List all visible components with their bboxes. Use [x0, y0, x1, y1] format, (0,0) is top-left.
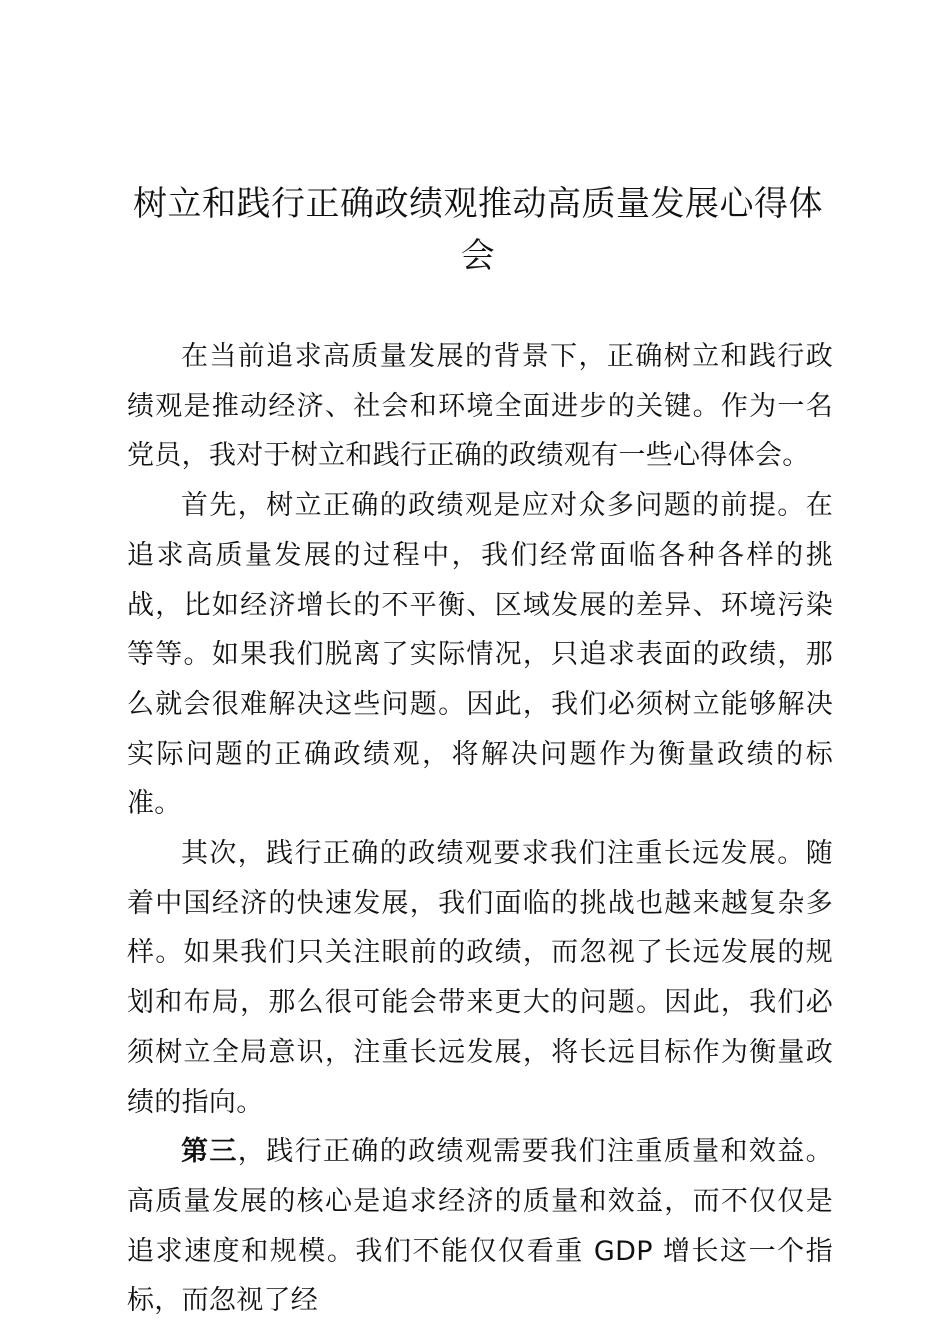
paragraph-2-text: 首先，树立正确的政绩观是应对众多问题的前提。在追求高质量发展的过程中，我们经常面临各种各样的挑战，比如经济增长的不平衡、区域发展的差异、环境污染等等。如果我们脱离了实际情况，只追求表面的政绩，那么就会很难解决这些问题。因此，我们必须树立能够解决实际问题的正确政绩观，将解决问题作为衡量政绩的标准。: [127, 490, 833, 820]
document-body: [127, 332, 833, 1326]
paragraph-3: [127, 829, 833, 1127]
paragraph-1: [127, 332, 833, 481]
document-title: 树立和践行正确政绩观推动高质量发展心得体会: [133, 184, 823, 276]
paragraph-1-text: 在当前追求高质量发展的背景下，正确树立和践行政绩观是推动经济、社会和环境全面进步的关键。作为一名党员，我对于树立和践行正确的政绩观有一些心得体会。: [127, 341, 833, 472]
paragraph-3-text: 其次，践行正确的政绩观要求我们注重长远发展。随着中国经济的快速发展，我们面临的挑战也越来越复杂多样。如果我们只关注眼前的政绩，而忽视了长远发展的规划和布局，那么很可能会带来更大的问题。因此，我们必须树立全局意识，注重长远发展，将长远目标作为衡量政绩的指向。: [127, 838, 833, 1118]
paragraph-4-text: ，践行正确的政绩观需要我们注重质量和效益。高质量发展的核心是追求经济的质量和效益，而不仅仅是追求速度和规模。我们不能仅仅看重 GDP 增长这一个指标，而忽视了经: [127, 1136, 833, 1317]
paragraph-4: [127, 1127, 833, 1326]
paragraph-4-lead: 第三: [181, 1136, 238, 1168]
paragraph-2: [127, 481, 833, 829]
